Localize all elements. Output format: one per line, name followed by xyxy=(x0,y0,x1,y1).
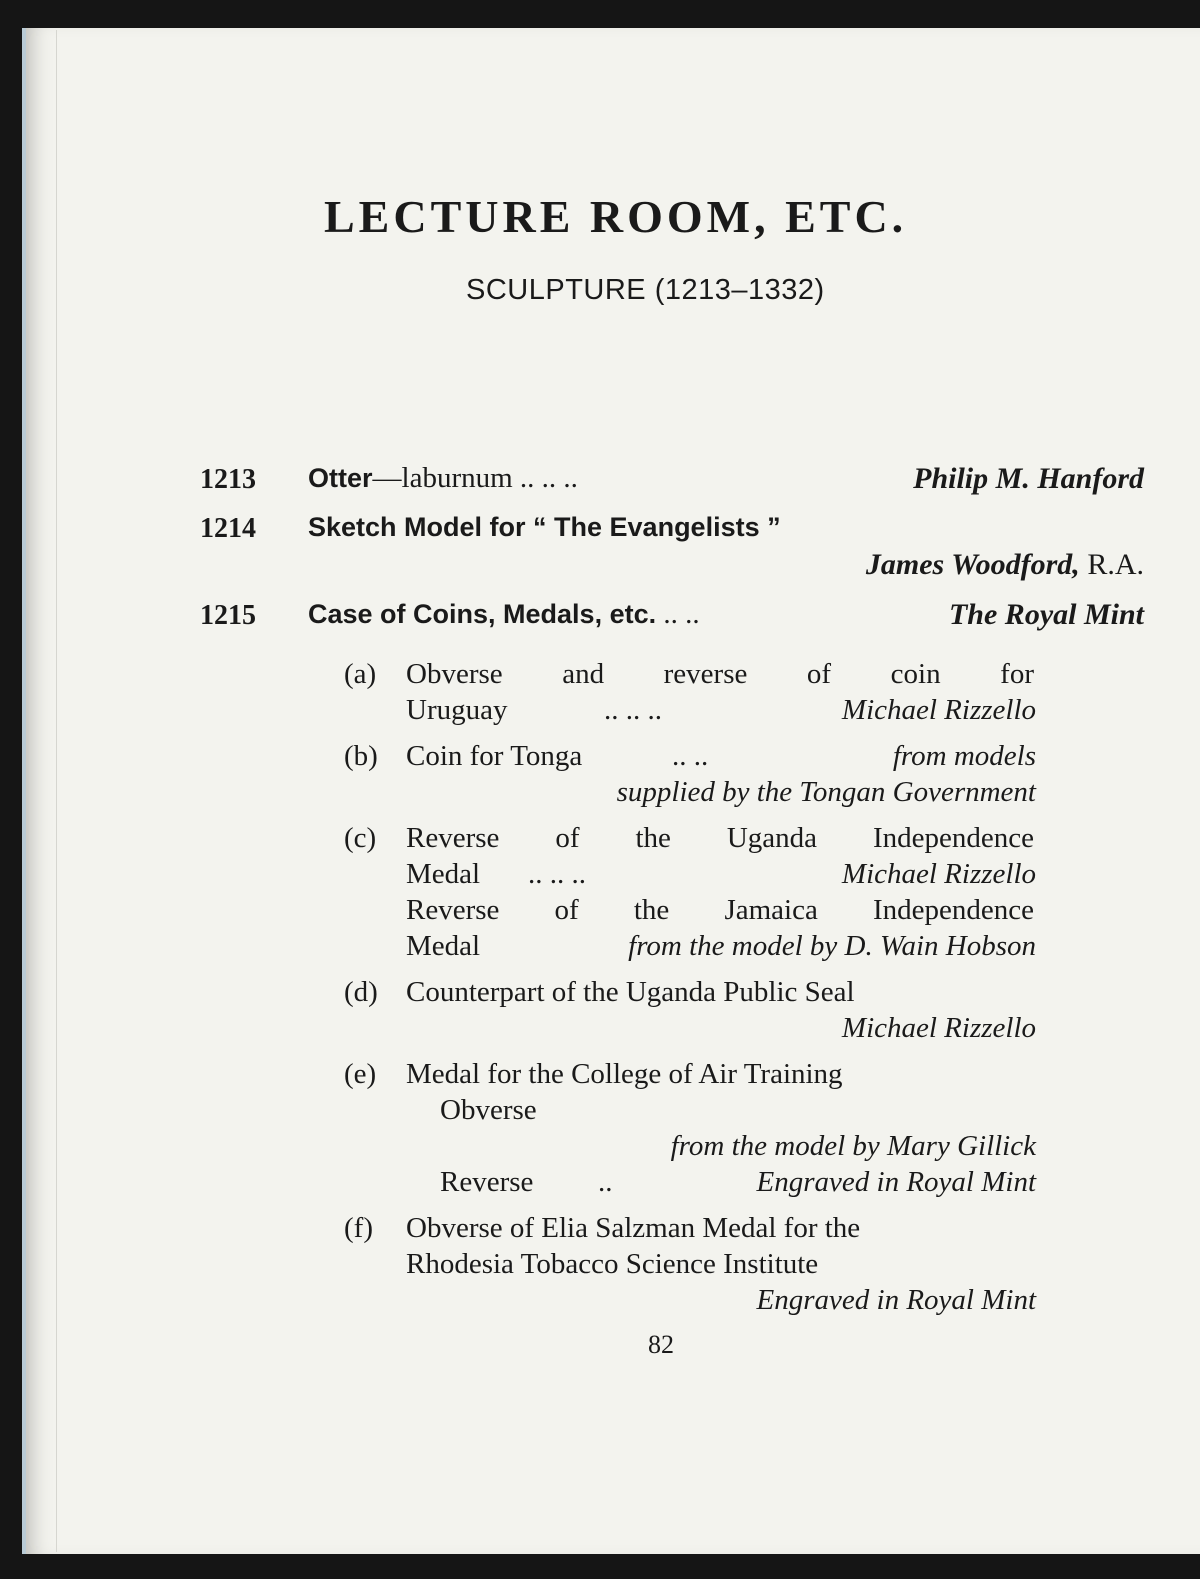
artist-name xyxy=(866,548,1144,582)
item-text-line: Reverse xyxy=(440,1166,534,1198)
section-heading: SCULPTURE (1213–1332) xyxy=(466,274,825,306)
credit: from models xyxy=(892,740,1036,772)
artist-name-italic: James Woodford, xyxy=(865,548,1080,581)
leader-dots: .. .. .. xyxy=(528,858,586,890)
item-text-line: Uruguay xyxy=(406,694,508,726)
catalogue-entry-title xyxy=(308,511,781,544)
word: Reverse xyxy=(406,822,500,854)
credit: from the model by Mary Gillick xyxy=(670,1130,1036,1162)
catalogue-entry-title xyxy=(308,462,578,495)
word: of xyxy=(554,894,579,926)
item-text-line: Medal xyxy=(406,858,481,890)
catalogue-number: 1215 xyxy=(200,600,256,631)
item-label: (f) xyxy=(344,1212,373,1244)
word: Independence xyxy=(872,822,1034,854)
item-label: (a) xyxy=(344,658,377,690)
page-title: LECTURE ROOM, ETC. xyxy=(324,191,908,242)
word: of xyxy=(806,658,832,690)
word: the xyxy=(633,894,670,926)
artist-suffix: R.A. xyxy=(1079,548,1144,581)
item-label: (d) xyxy=(344,976,378,1008)
item-text-line: Medal xyxy=(406,930,481,962)
entry-title-bold: Sketch Model for “ The Evangelists ” xyxy=(308,512,781,542)
item-text-line: Coin for Tonga xyxy=(406,740,583,772)
word: Jamaica xyxy=(724,894,818,926)
item-label: (b) xyxy=(344,740,378,772)
leader-dots: .. .. .. xyxy=(604,694,662,726)
word: Reverse xyxy=(406,894,500,926)
word: Uganda xyxy=(726,822,818,854)
item-text-line xyxy=(406,822,1034,855)
credit: Michael Rizzello xyxy=(841,1012,1036,1044)
credit: from the model by D. Wain Hobson xyxy=(628,930,1036,962)
credit: Engraved in Royal Mint xyxy=(756,1284,1036,1316)
word: the xyxy=(635,822,671,854)
item-text-line xyxy=(406,894,1034,927)
leader-dots: .. .. .. xyxy=(512,462,578,494)
item-text-line: Medal for the College of Air Training xyxy=(406,1058,843,1090)
catalogue-number: 1213 xyxy=(200,464,256,495)
credit: Michael Rizzello xyxy=(841,694,1036,726)
item-text-line: Obverse xyxy=(440,1094,537,1126)
credit: Michael Rizzello xyxy=(841,858,1036,890)
leader-dots: .. xyxy=(598,1166,613,1198)
page-number: 82 xyxy=(648,1330,674,1359)
item-label: (c) xyxy=(344,822,377,854)
artist-name: Philip M. Hanford xyxy=(913,462,1144,495)
word: reverse xyxy=(663,658,748,690)
catalogue-number: 1214 xyxy=(200,513,256,544)
page-stack-edge xyxy=(26,30,57,1552)
catalogue-entry-title xyxy=(308,598,700,631)
credit: Engraved in Royal Mint xyxy=(756,1166,1036,1198)
leader-dots: .. .. xyxy=(672,740,709,772)
item-text-line: Rhodesia Tobacco Science Institute xyxy=(406,1248,819,1280)
entry-title-bold: Otter xyxy=(308,463,373,493)
word: of xyxy=(555,822,580,854)
artist-name: The Royal Mint xyxy=(948,598,1144,631)
entry-title-bold: Case of Coins, Medals, etc. xyxy=(308,599,657,629)
item-text-line: Counterpart of the Uganda Public Seal xyxy=(406,976,855,1008)
item-text-line xyxy=(406,658,1034,691)
credit: supplied by the Tongan Government xyxy=(616,776,1036,808)
word: for xyxy=(1000,658,1034,690)
word: coin xyxy=(890,658,941,690)
item-text-line: Obverse of Elia Salzman Medal for the xyxy=(406,1212,861,1244)
entry-material: —laburnum xyxy=(372,462,513,494)
word: Obverse xyxy=(406,658,503,690)
word: Independence xyxy=(872,894,1034,926)
item-label: (e) xyxy=(344,1058,377,1090)
leader-dots: .. .. xyxy=(656,598,700,630)
word: and xyxy=(562,658,605,690)
